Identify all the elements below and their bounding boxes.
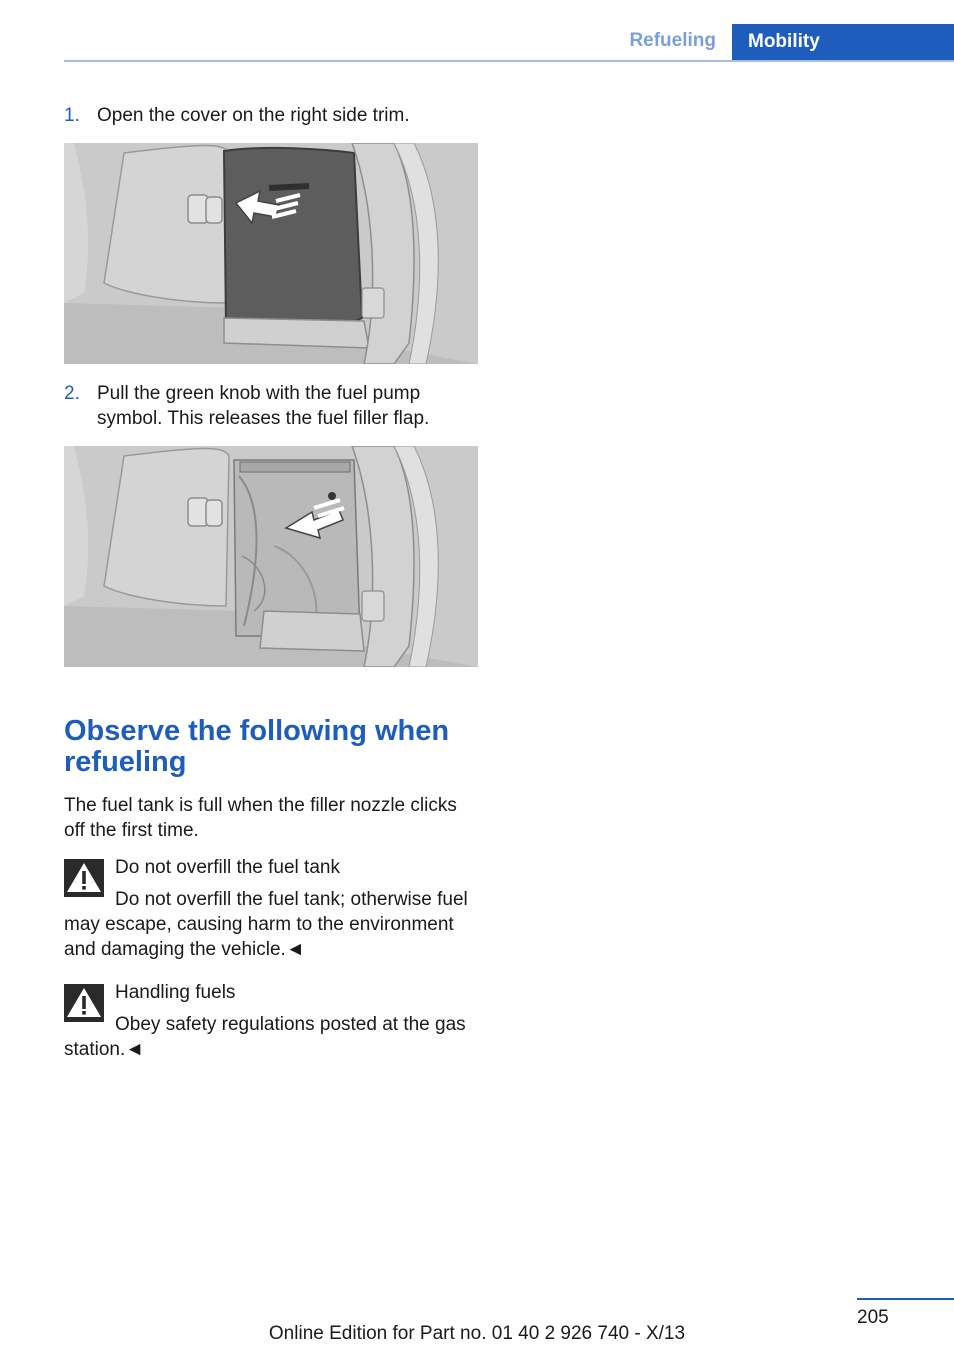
step-text: Open the cover on the right side trim. (97, 105, 410, 126)
section-heading: Observe the following when refueling (64, 715, 450, 778)
cargo-cover-illustration (64, 143, 478, 364)
fuel-flap-knob-illustration (64, 446, 478, 667)
chapter-tab-mobility[interactable]: Mobility (732, 24, 954, 61)
warning-title: Handling fuels (115, 982, 236, 1003)
edition-footer: Online Edition for Part no. 01 40 2 926 740 - X/13 (268, 1323, 686, 1344)
footer-divider (857, 1298, 954, 1300)
warning-body: Obey safety regulations posted at the gas station.◄ (64, 1014, 466, 1060)
intro-paragraph: The fuel tank is full when the filler nozzle clicks off the first time. (64, 795, 457, 841)
step-1 (64, 103, 484, 128)
step-2 (64, 381, 484, 431)
page-number: 205 (857, 1307, 889, 1328)
warning-title: Do not overfill the fuel tank (115, 857, 340, 878)
section-tab-refueling[interactable]: Refueling (629, 30, 716, 51)
step-number: 1. (64, 105, 80, 126)
step-number: 2. (64, 383, 80, 404)
step-text: Pull the green knob with the fuel pump symbol. This releases the fuel filler flap. (97, 383, 430, 429)
warning-body: Do not overfill the fuel tank; otherwise fuel may escape, causing harm to the environment and damaging the vehicle.◄ (64, 889, 468, 960)
header-divider (64, 60, 954, 62)
